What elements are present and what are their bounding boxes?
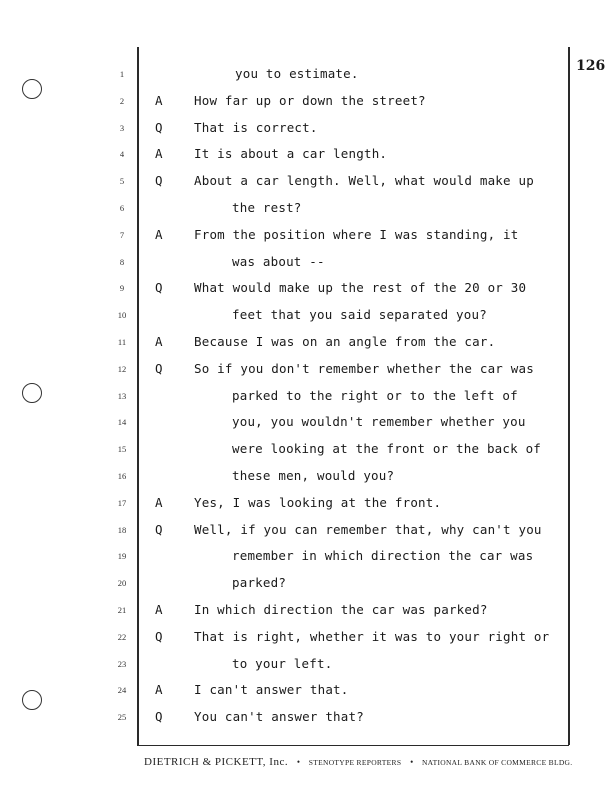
- line-number: 3: [119, 123, 125, 133]
- page-number: 126: [576, 58, 606, 74]
- transcript-line-text: were looking at the front or the back of: [232, 441, 542, 456]
- left-margin-rule: [137, 47, 139, 745]
- transcript-line-text: What would make up the rest of the 20 or 30: [194, 280, 527, 295]
- line-number: 2: [119, 96, 125, 106]
- line-number: 11: [117, 337, 127, 347]
- line-number: 15: [117, 444, 127, 454]
- transcript-line-text: the rest?: [232, 200, 302, 215]
- speaker-label: Q: [155, 280, 163, 295]
- line-number: 17: [117, 498, 127, 508]
- speaker-label: A: [155, 227, 163, 242]
- speaker-label: A: [155, 682, 163, 697]
- speaker-label: Q: [155, 173, 163, 188]
- speaker-label: Q: [155, 120, 163, 135]
- line-number: 1: [119, 69, 125, 79]
- line-number: 18: [117, 525, 127, 535]
- line-number: 4: [119, 149, 125, 159]
- speaker-label: Q: [155, 361, 163, 376]
- speaker-label: A: [155, 334, 163, 349]
- speaker-label: Q: [155, 709, 163, 724]
- binder-hole-top: [22, 79, 42, 99]
- footer-firm: DIETRICH & PICKETT, Inc.: [144, 756, 289, 768]
- transcript-line-text: You can't answer that?: [194, 709, 364, 724]
- line-number: 16: [117, 471, 127, 481]
- transcript-line-text: parked to the right or to the left of: [232, 388, 518, 403]
- binder-hole-middle: [22, 383, 42, 403]
- transcript-line-text: I can't answer that.: [194, 682, 349, 697]
- line-number: 19: [117, 551, 127, 561]
- line-number: 24: [117, 685, 127, 695]
- line-number: 14: [117, 417, 127, 427]
- footer-address: NATIONAL BANK OF COMMERCE BLDG.: [421, 758, 573, 767]
- transcript-line-text: was about --: [232, 254, 325, 269]
- speaker-label: Q: [155, 522, 163, 537]
- transcript-line-text: That is right, whether it was to your right or: [194, 629, 550, 644]
- transcript-line-text: Well, if you can remember that, why can't you: [194, 522, 542, 537]
- transcript-line-text: parked?: [232, 575, 287, 590]
- line-number: 8: [119, 257, 125, 267]
- speaker-label: A: [155, 602, 163, 617]
- line-number: 21: [117, 605, 127, 615]
- line-number: 23: [117, 659, 127, 669]
- transcript-line-text: It is about a car length.: [194, 146, 388, 161]
- line-number: 20: [117, 578, 127, 588]
- transcript-line-text: Because I was on an angle from the car.: [194, 334, 496, 349]
- transcript-line-text: you to estimate.: [235, 66, 359, 81]
- line-number: 6: [119, 203, 125, 213]
- transcript-line-text: these men, would you?: [232, 468, 395, 483]
- footer: [144, 756, 572, 768]
- transcript-line-text: In which direction the car was parked?: [194, 602, 488, 617]
- line-number: 25: [117, 712, 127, 722]
- line-number: 9: [119, 283, 125, 293]
- speaker-label: A: [155, 495, 163, 510]
- transcript-line-text: That is correct.: [194, 120, 318, 135]
- transcript-line-text: From the position where I was standing, it: [194, 227, 519, 242]
- line-number: 7: [119, 230, 125, 240]
- transcript-line-text: feet that you said separated you?: [232, 307, 487, 322]
- footer-separator: •: [410, 757, 414, 767]
- speaker-label: A: [155, 93, 163, 108]
- speaker-label: A: [155, 146, 163, 161]
- footer-service: STENOTYPE REPORTERS: [308, 758, 402, 767]
- binder-hole-bottom: [22, 690, 42, 710]
- transcript-line-text: remember in which direction the car was: [232, 548, 534, 563]
- transcript-line-text: How far up or down the street?: [194, 93, 426, 108]
- transcript-line-text: to your left.: [232, 656, 333, 671]
- line-number: 13: [117, 391, 127, 401]
- line-number: 12: [117, 364, 127, 374]
- transcript-line-text: So if you don't remember whether the car was: [194, 361, 534, 376]
- transcript-line-text: you, you wouldn't remember whether you: [232, 414, 526, 429]
- speaker-label: Q: [155, 629, 163, 644]
- bottom-rule: [137, 745, 569, 746]
- line-number: 10: [117, 310, 127, 320]
- line-number: 5: [119, 176, 125, 186]
- footer-separator: •: [296, 757, 300, 767]
- transcript-line-text: About a car length. Well, what would make up: [194, 173, 534, 188]
- right-margin-rule: [568, 47, 570, 745]
- transcript-line-text: Yes, I was looking at the front.: [194, 495, 442, 510]
- line-number: 22: [117, 632, 127, 642]
